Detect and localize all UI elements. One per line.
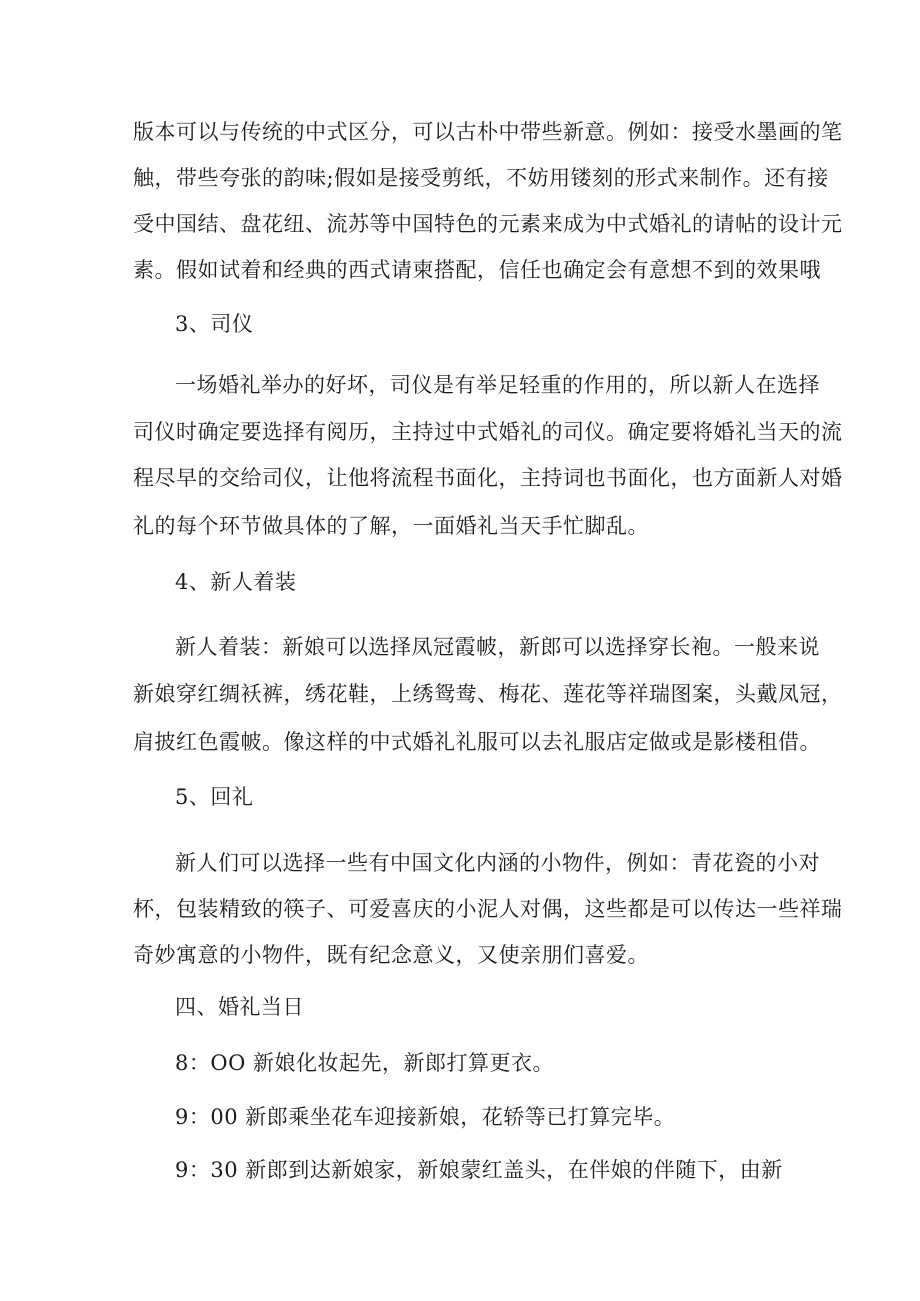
paragraph-line: 新人着装：新娘可以选择凤冠霞帔，新郎可以选择穿长袍。一般来说 [175,635,820,659]
paragraph-line: 肩披红色霞帔。像这样的中式婚礼礼服可以去礼服店定做或是影楼租借。 [133,730,821,754]
section-heading: 3、司仪 [175,312,254,336]
paragraph-line: 一场婚礼举办的好坏，司仪是有举足轻重的作用的，所以新人在选择 [175,373,820,397]
section-heading: 4、新人着装 [175,570,297,594]
paragraph-line: 新人们可以选择一些有中国文化内涵的小物件，例如：青花瓷的小对 [175,851,820,875]
paragraph-line: 礼的每个环节做具体的了解，一面婚礼当天手忙脚乱。 [133,514,649,538]
paragraph-line: 奇妙寓意的小物件，既有纪念意义，又使亲朋们喜爱。 [133,943,649,967]
schedule-item: 9：30 新郎到达新娘家，新娘蒙红盖头，在伴娘的伴随下，由新 [175,1158,783,1182]
paragraph-line: 程尽早的交给司仪，让他将流程书面化，主持词也书面化，也方面新人对婚 [133,466,843,490]
section-heading: 5、回礼 [175,785,254,809]
schedule-item: 8：OO 新娘化妆起先，新郎打算更衣。 [175,1051,554,1075]
paragraph-line: 受中国结、盘花纽、流苏等中国特色的元素来成为中式婚礼的请帖的设计元 [133,212,843,236]
paragraph-line: 素。假如试着和经典的西式请柬搭配，信任也确定会有意想不到的效果哦 [133,258,821,282]
schedule-item: 9：00 新郎乘坐花车迎接新娘，花轿等已打算完毕。 [175,1105,676,1129]
paragraph-line: 版本可以与传统的中式区分，可以古朴中带些新意。例如：接受水墨画的笔 [133,120,843,144]
paragraph-line: 新娘穿红绸袄裤，绣花鞋，上绣鸳鸯、梅花、莲花等祥瑞图案，头戴凤冠， [133,682,843,706]
paragraph-line: 触，带些夸张的韵味;假如是接受剪纸，不妨用镂刻的形式来制作。还有接 [133,166,829,190]
paragraph-line: 杯，包装精致的筷子、可爱喜庆的小泥人对偶，这些都是可以传达一些祥瑞 [133,897,843,921]
section-heading: 四、婚礼当日 [175,995,304,1019]
paragraph-line: 司仪时确定要选择有阅历，主持过中式婚礼的司仪。确定要将婚礼当天的流 [133,420,843,444]
